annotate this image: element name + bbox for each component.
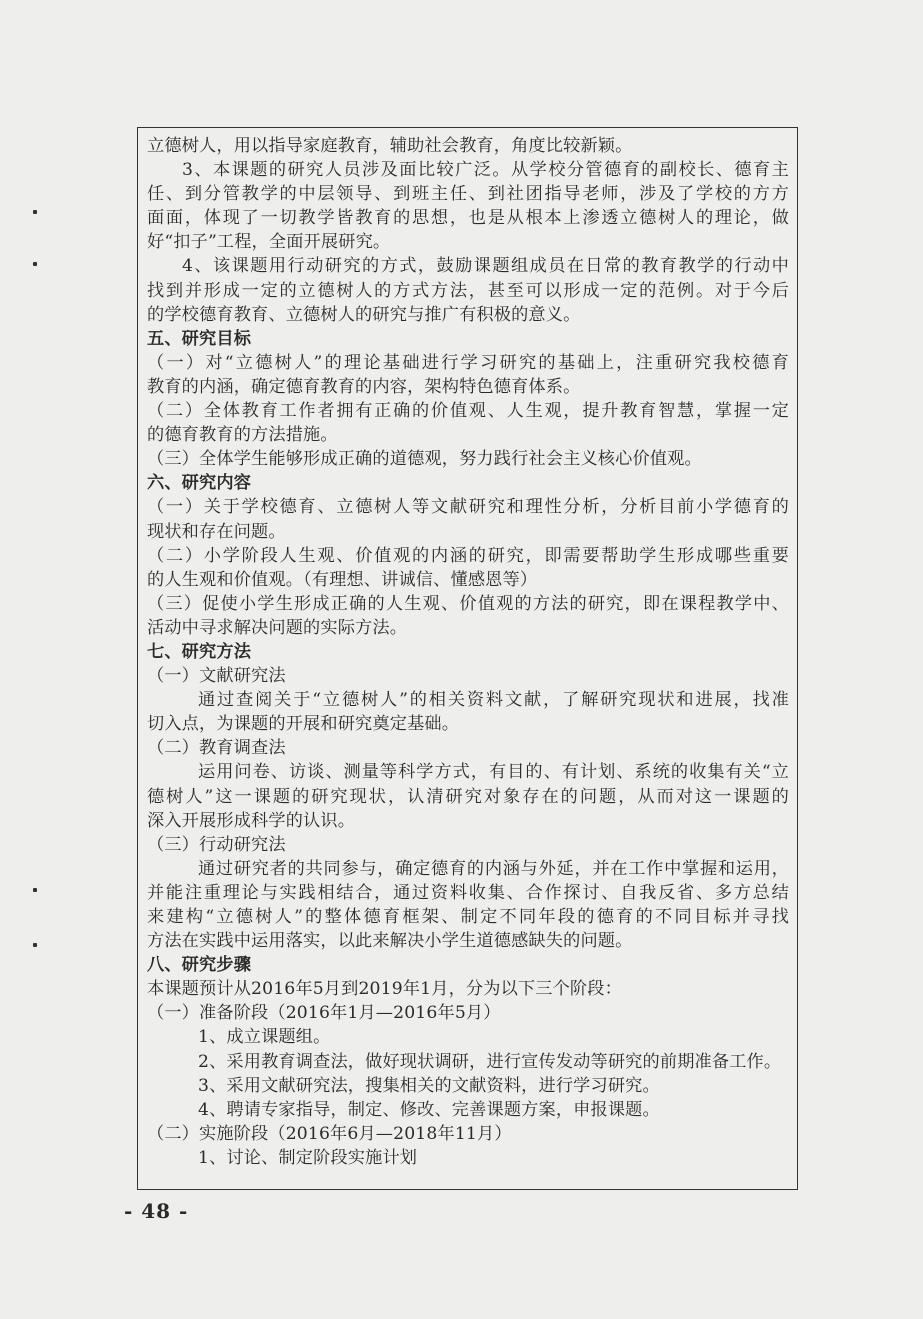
text-line: （三）全体学生能够形成正确的道德观，努力践行社会主义核心价值观。 — [147, 449, 702, 470]
section-heading: 六、研究内容 — [147, 473, 252, 494]
page-number: - 48 - — [124, 1199, 189, 1223]
text-line: 的学校德育教育、立德树人的研究与推广有积极的意义。 — [147, 304, 581, 325]
text-line: 来建构“立德树人”的整体德育框架、制定不同年段的德育的不同目标并寻找 — [147, 907, 789, 927]
text-line: 的德育教育的方法措施。 — [147, 425, 338, 446]
subsection-heading: （二）教育调查法 — [147, 738, 286, 759]
text-line: 现状和存在问题。 — [147, 521, 286, 542]
text-line: （一）对“立德树人”的理论基础进行学习研究的基础上，注重研究我校德育 — [147, 352, 789, 373]
text-line: 通过查阅关于“立德树人”的相关资料文献，了解研究现状和进展，找准 — [198, 690, 789, 711]
text-line: 1、讨论、制定阶段实施计划 — [198, 1147, 418, 1168]
text-line: 好“扣子”工程，全面开展研究。 — [147, 232, 391, 253]
text-line: 面面，体现了一切教学皆教育的思想，也是从根本上渗透立德树人的理论，做 — [147, 208, 789, 229]
text-line: （一）关于学校德育、立德树人等文献研究和理性分析，分析目前小学德育的 — [147, 497, 789, 518]
text-line: 找到并形成一定的立德树人的方式方法，甚至可以形成一定的范例。对于今后 — [147, 280, 789, 301]
text-line: （二）小学阶段人生观、价值观的内涵的研究，即需要帮助学生形成哪些重要 — [147, 545, 789, 566]
margin-dot — [33, 943, 37, 947]
text-line: 2、采用教育调查法，做好现状调研，进行宣传发动等研究的前期准备工作。 — [198, 1051, 782, 1072]
text-line: 教育的内涵，确定德育教育的内容，架构特色德育体系。 — [147, 376, 581, 397]
margin-dot — [33, 888, 37, 892]
text-line: 3、采用文献研究法，搜集相关的文献资料，进行学习研究。 — [198, 1075, 660, 1096]
subsection-heading: （二）实施阶段（2016年6月—2018年11月） — [147, 1123, 512, 1144]
document-frame — [137, 127, 798, 1190]
text-line: 并能注重理论与实践相结合，通过资料收集、合作探讨、自我反省、多方总结 — [147, 882, 789, 903]
text-line: （二）全体教育工作者拥有正确的价值观、人生观，提升教育智慧，掌握一定 — [147, 401, 789, 422]
text-line: 4、该课题用行动研究的方式，鼓励课题组成员在日常的教育教学的行动中 — [182, 256, 789, 277]
margin-dot — [33, 262, 37, 266]
text-line: 1、成立课题组。 — [198, 1027, 331, 1048]
subsection-heading: （一）准备阶段（2016年1月—2016年5月） — [147, 1003, 501, 1024]
text-line: 任、到分管教学的中层领导、到班主任、到社团指导老师，涉及了学校的方方 — [147, 184, 789, 205]
text-line: 4、聘请专家指导，制定、修改、完善课题方案，申报课题。 — [198, 1099, 660, 1120]
text-line: 活动中寻求解决问题的实际方法。 — [147, 617, 408, 638]
text-line: 3、本课题的研究人员涉及面比较广泛。从学校分管德育的副校长、德育主 — [182, 160, 789, 181]
text-line: （三）促使小学生形成正确的人生观、价值观的方法的研究，即在课程教学中、 — [147, 593, 789, 614]
section-heading: 五、研究目标 — [147, 328, 252, 349]
text-line: 本课题预计从2016年5月到2019年1月，分为以下三个阶段： — [147, 979, 622, 1000]
text-line: 切入点，为课题的开展和研究奠定基础。 — [147, 714, 460, 735]
text-line: 的人生观和价值观。（有理想、讲诚信、懂感恩等） — [147, 569, 538, 590]
text-line: 通过研究者的共同参与，确定德育的内涵与外延，并在工作中掌握和运用， — [198, 858, 789, 879]
text-line: 运用问卷、访谈、测量等科学方式，有目的、有计划、系统的收集有关“立 — [198, 762, 789, 783]
text-line: 方法在实践中运用落实，以此来解决小学生道德感缺失的问题。 — [147, 931, 633, 952]
subsection-heading: （一）文献研究法 — [147, 666, 286, 687]
subsection-heading: （三）行动研究法 — [147, 834, 286, 855]
text-line: 深入开展形成科学的认识。 — [147, 810, 356, 831]
text-line: 德树人”这一课题的研究现状，认清研究对象存在的问题，从而对这一课题的 — [147, 786, 789, 807]
section-heading: 八、研究步骤 — [147, 955, 252, 976]
margin-dot — [33, 210, 37, 214]
text-line: 立德树人，用以指导家庭教育，辅助社会教育，角度比较新颖。 — [147, 136, 633, 156]
section-heading: 七、研究方法 — [147, 641, 252, 662]
